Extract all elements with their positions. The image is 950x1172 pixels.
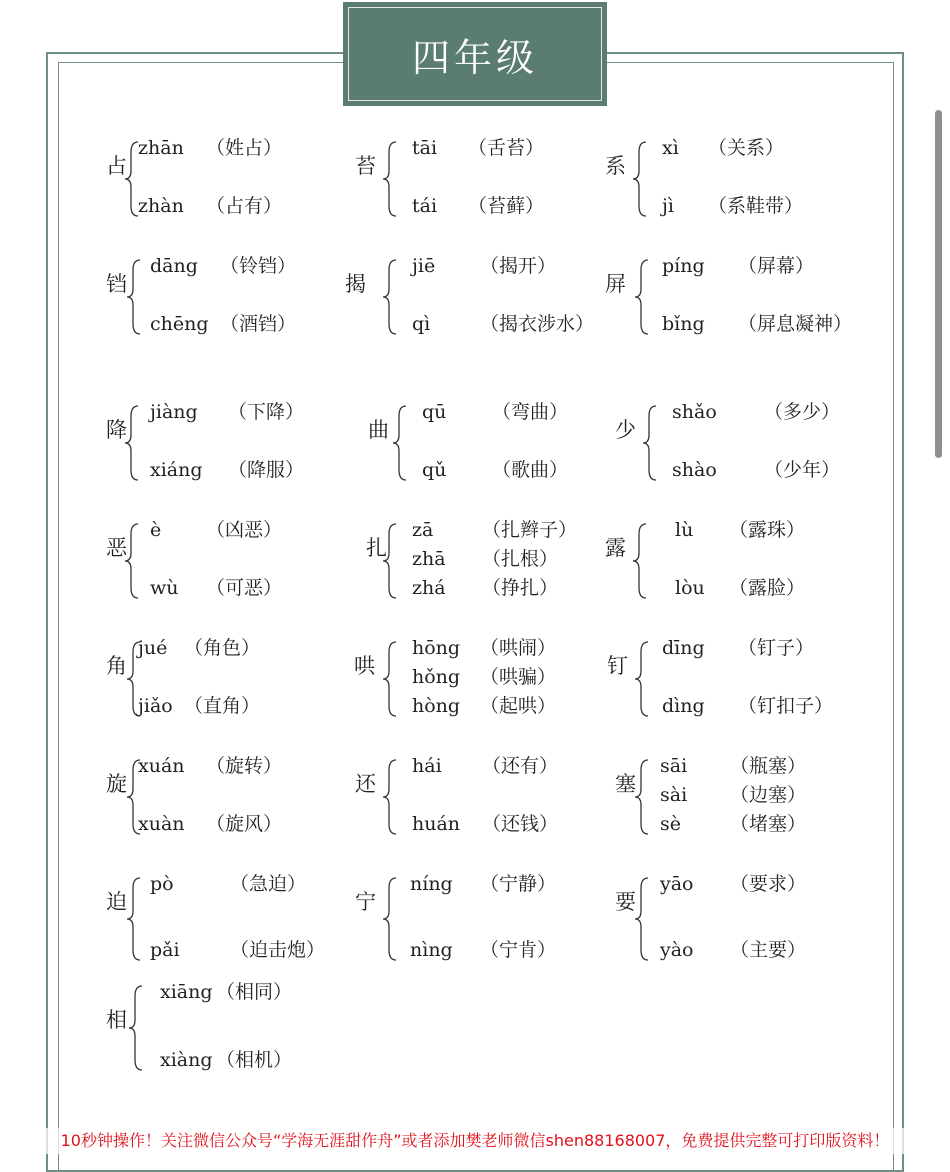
page-frame-inner	[58, 62, 894, 1172]
pinyin: qū	[422, 401, 447, 423]
entry-character: 系	[605, 154, 626, 178]
example-word: （揭衣涉水）	[480, 313, 595, 335]
example-word: （堵塞）	[730, 813, 807, 835]
example-word: （旋风）	[206, 813, 283, 835]
entry-character: 露	[605, 536, 626, 560]
pinyin: huán	[412, 813, 461, 835]
example-word: （边塞）	[730, 784, 807, 806]
pinyin: è	[150, 519, 162, 541]
pinyin: xuàn	[138, 813, 185, 835]
example-word: （酒铛）	[220, 313, 297, 335]
entry-character: 曲	[368, 418, 389, 442]
pinyin: hòng	[412, 695, 461, 717]
example-word: （宁静）	[480, 873, 557, 895]
pinyin: shào	[672, 459, 717, 481]
pinyin: qì	[412, 313, 431, 335]
title-banner	[343, 2, 607, 106]
entry-character: 旋	[106, 772, 127, 796]
example-word: （钉子）	[738, 637, 815, 659]
example-word: （瓶塞）	[730, 755, 807, 777]
example-word: （揭开）	[480, 255, 557, 277]
entry-character: 哄	[354, 654, 375, 678]
pinyin: qǔ	[422, 459, 447, 481]
pinyin: hōng	[412, 637, 461, 659]
pinyin: yāo	[660, 873, 694, 895]
example-word: （相同）	[216, 981, 293, 1003]
entry-character: 占	[106, 154, 127, 178]
entry-character: 要	[615, 890, 636, 914]
pinyin: xiàng	[160, 1049, 213, 1071]
entry-character: 降	[106, 418, 127, 442]
brace-icon	[126, 876, 146, 962]
pinyin: chēng	[150, 313, 209, 335]
pinyin: pò	[150, 873, 174, 895]
example-word: （还钱）	[482, 813, 559, 835]
pinyin: yào	[660, 939, 694, 961]
footer-notice: 10秒钟操作！关注微信公众号“学海无涯甜作舟”或者添加樊老师微信shen88168007，免费提供完整可打印版资料！	[0, 1128, 950, 1154]
pinyin: tái	[412, 195, 438, 217]
entry-character: 钉	[607, 654, 628, 678]
pinyin: níng	[410, 873, 453, 895]
brace-icon	[634, 258, 654, 336]
scrollbar-thumb[interactable]	[935, 110, 942, 458]
pinyin: dāng	[150, 255, 198, 277]
pinyin: xì	[662, 137, 679, 159]
example-word: （还有）	[482, 755, 559, 777]
entry-character: 苔	[355, 154, 376, 178]
pinyin: zhān	[138, 137, 184, 159]
pinyin: nìng	[410, 939, 453, 961]
pinyin: sè	[660, 813, 681, 835]
entry-character: 角	[106, 654, 127, 678]
pinyin: jiàng	[150, 401, 198, 423]
entry-character: 铛	[106, 272, 127, 296]
example-word: （急迫）	[230, 873, 307, 895]
pinyin: tāi	[412, 137, 438, 159]
example-word: （少年）	[764, 459, 841, 481]
pinyin: bǐng	[662, 313, 705, 335]
example-word: （露脸）	[729, 577, 806, 599]
example-word: （迫击炮）	[230, 939, 326, 961]
pinyin: lòu	[675, 577, 705, 599]
pinyin: zhā	[412, 548, 446, 570]
example-word: （露珠）	[729, 519, 806, 541]
brace-icon	[634, 640, 654, 718]
brace-icon	[382, 758, 402, 836]
pinyin: hǒng	[412, 666, 461, 688]
pinyin: lù	[675, 519, 694, 541]
brace-icon	[382, 522, 402, 600]
brace-icon	[642, 404, 662, 482]
example-word: （系鞋带）	[708, 195, 804, 217]
entry-character: 屏	[605, 272, 626, 296]
brace-icon	[382, 640, 402, 718]
pinyin: zhá	[412, 577, 446, 599]
entry-character: 还	[355, 772, 376, 796]
example-word: （凶恶）	[206, 519, 283, 541]
example-word: （歌曲）	[492, 459, 569, 481]
entry-character: 恶	[106, 536, 127, 560]
example-word: （扎根）	[482, 548, 559, 570]
entry-character: 少	[615, 418, 636, 442]
brace-icon	[382, 258, 402, 336]
pinyin: píng	[662, 255, 705, 277]
example-word: （哄骗）	[480, 666, 557, 688]
example-word: （旋转）	[206, 755, 283, 777]
example-word: （主要）	[730, 939, 807, 961]
example-word: （姓占）	[206, 137, 283, 159]
entry-character: 塞	[615, 772, 636, 796]
pinyin: xuán	[138, 755, 185, 777]
example-word: （铃铛）	[220, 255, 297, 277]
brace-icon	[392, 404, 412, 482]
pinyin: jiǎo	[138, 695, 173, 717]
example-word: （关系）	[708, 137, 785, 159]
example-word: （哄闹）	[480, 637, 557, 659]
example-word: （弯曲）	[492, 401, 569, 423]
example-word: （降服）	[228, 459, 305, 481]
entry-character: 相	[106, 1008, 127, 1032]
pinyin: xiāng	[160, 981, 213, 1003]
brace-icon	[124, 404, 144, 482]
brace-icon	[126, 258, 146, 336]
pinyin: hái	[412, 755, 442, 777]
example-word: （挣扎）	[482, 577, 559, 599]
example-word: （扎辫子）	[482, 519, 578, 541]
entry-character: 扎	[366, 536, 387, 560]
page-title: 四年级	[411, 35, 538, 80]
example-word: （可恶）	[206, 577, 283, 599]
example-word: （相机）	[216, 1049, 293, 1071]
example-word: （多少）	[764, 401, 841, 423]
example-word: （舌苔）	[468, 137, 545, 159]
example-word: （钉扣子）	[738, 695, 834, 717]
brace-icon	[634, 758, 654, 836]
brace-icon	[382, 876, 402, 962]
pinyin: zā	[412, 519, 434, 541]
example-word: （宁肯）	[480, 939, 557, 961]
pinyin: sài	[660, 784, 688, 806]
example-word: （下降）	[228, 401, 305, 423]
example-word: （直角）	[184, 695, 261, 717]
example-word: （角色）	[184, 637, 261, 659]
pinyin: dīng	[662, 637, 705, 659]
example-word: （要求）	[730, 873, 807, 895]
brace-icon	[632, 140, 652, 218]
entry-character: 揭	[345, 272, 366, 296]
brace-icon	[632, 522, 652, 600]
pinyin: wù	[150, 577, 179, 599]
pinyin: sāi	[660, 755, 688, 777]
pinyin: jué	[138, 637, 168, 659]
example-word: （屏息凝神）	[738, 313, 853, 335]
pinyin: dìng	[662, 695, 705, 717]
example-word: （屏幕）	[738, 255, 815, 277]
pinyin: jì	[662, 195, 674, 217]
entry-character: 宁	[355, 890, 376, 914]
entry-character: 迫	[106, 890, 127, 914]
brace-icon	[124, 522, 144, 600]
brace-icon	[382, 140, 402, 218]
example-word: （占有）	[206, 195, 283, 217]
brace-icon	[128, 984, 148, 1072]
example-word: （苔藓）	[468, 195, 545, 217]
pinyin: xiáng	[150, 459, 203, 481]
pinyin: shǎo	[672, 401, 717, 423]
pinyin: zhàn	[138, 195, 184, 217]
pinyin: jiē	[412, 255, 436, 277]
example-word: （起哄）	[480, 695, 557, 717]
brace-icon	[634, 876, 654, 962]
pinyin: pǎi	[150, 939, 180, 961]
